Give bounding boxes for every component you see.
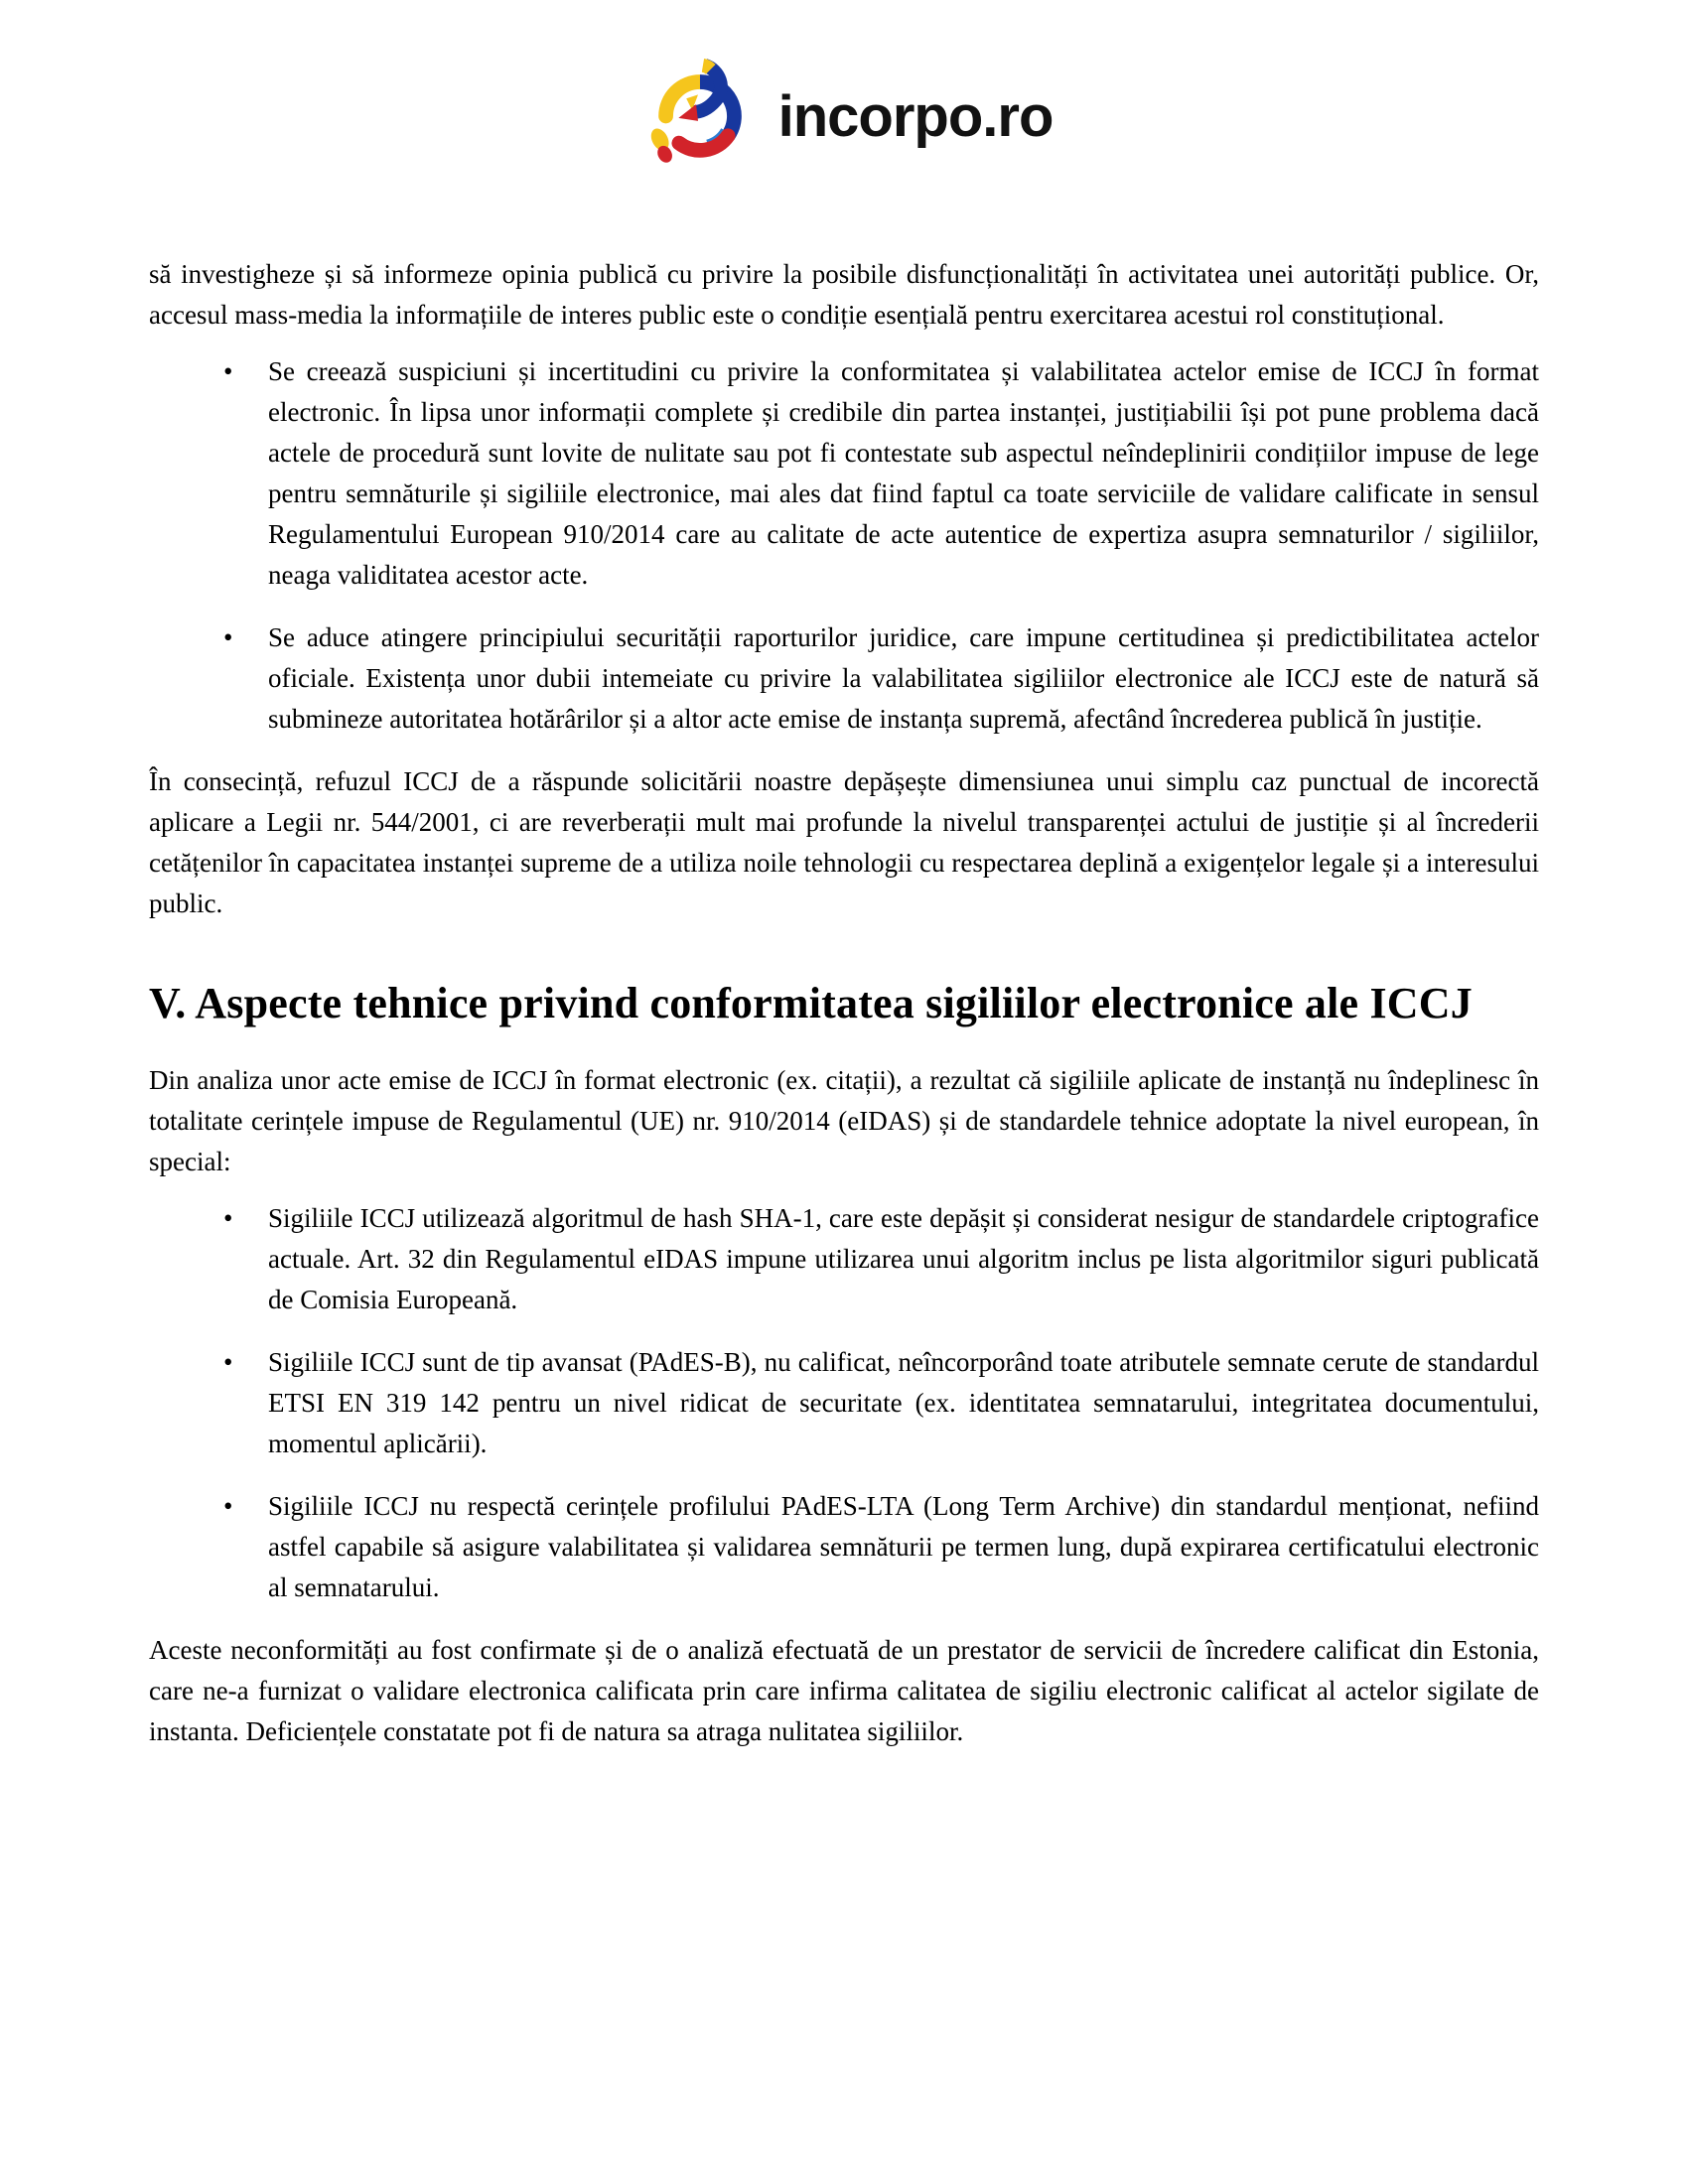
bullet-marker: • <box>223 1203 233 1233</box>
bullet-marker: • <box>223 1347 233 1377</box>
bullet-marker: • <box>223 1491 233 1521</box>
brand-wordmark: incorpo.ro <box>777 84 1054 149</box>
list-item <box>149 1342 1539 1464</box>
list-item <box>149 351 1539 596</box>
bullet-list-consequences <box>149 351 1539 740</box>
list-item-text: Sigiliile ICCJ utilizează algoritmul de hash SHA-1, care este depășit și considerat nesigur de standardele criptografice actuale. Art. 32 din Regulamentul eIDAS impune utilizarea unui algoritm inclus pe lista algoritmilor siguri publicată de Comisia Europeană. <box>268 1203 1539 1314</box>
list-item <box>149 1198 1539 1320</box>
analysis-intro-paragraph: Din analiza unor acte emise de ICCJ în format electronic (ex. citații), a rezultat că sigiliile aplicate de instanță nu îndeplinesc în totalitate cerințele impuse de Regulamentul (UE) nr. 910/2014 (eIDAS) și de standardele tehnice adoptate la nivel european, în special: <box>149 1065 1539 1176</box>
incorpo-logo-icon <box>635 56 763 173</box>
bullet-marker: • <box>223 622 233 652</box>
bullet-marker: • <box>223 356 233 386</box>
closing-paragraph: Aceste neconformități au fost confirmate și de o analiză efectuată de un prestator de servicii de încredere calificat din Estonia, care ne-a furnizat o validare electronica calificata prin care infirma calitatea de sigiliu electronic calificat al actelor sigilate de instanta. Deficiențele constatate pot fi de natura sa atraga nulitatea sigiliilor. <box>149 1635 1539 1746</box>
consequence-paragraph: În consecință, refuzul ICCJ de a răspunde solicitării noastre depășește dimensiunea unui simplu caz punctual de incorectă aplicare a Legii nr. 544/2001, ci are reverberații mult mai profunde la nivelul transparenței actului de justiție și al încrederii cetățenilor în capacitatea instanței supreme de a utiliza noile tehnologii cu respectarea deplină a exigențelor legale și a interesului public. <box>149 766 1539 918</box>
list-item-text: Sigiliile ICCJ nu respectă cerințele profilului PAdES-LTA (Long Term Archive) din standardul menționat, nefiind astfel capabile să asigure valabilitatea și validarea semnăturii pe termen lung, după expirarea certificatului electronic al semnatarului. <box>268 1491 1539 1602</box>
intro-continuation-paragraph: să investigheze și să informeze opinia publică cu privire la posibile disfuncționalități în activitatea unei autorități publice. Or, accesul mass-media la informațiile de interes public este o condiție esențială pentru exercitarea acestui rol constituțional. <box>149 259 1539 330</box>
list-item-text: Se creează suspiciuni și incertitudini cu privire la conformitatea și valabilitatea actelor emise de ICCJ în format electronic. În lipsa unor informații complete și credibile din partea instanței, justițiabilii își pot pune problema dacă actele de procedură sunt lovite de nulitate sau pot fi contestate sub aspectul neîndeplinirii condițiilor impuse de lege pentru semnăturile și sigiliile electronice, mai ales dat fiind faptul ca toate serviciile de validare calificate in sensul Regulamentului European 910/2014 care au calitate de acte autentice de expertiza asupra semnaturilor / sigiliilor, neaga validitatea acestor acte. <box>268 356 1539 590</box>
list-item-text: Sigiliile ICCJ sunt de tip avansat (PAdES-B), nu calificat, neîncorporând toate atributele semnate cerute de standardul ETSI EN 319 142 pentru un nivel ridicat de securitate (ex. identitatea semnatarului, integritatea documentului, momentul aplicării). <box>268 1347 1539 1458</box>
list-item <box>149 617 1539 740</box>
bullet-list-technical-issues <box>149 1198 1539 1608</box>
list-item-text: Se aduce atingere principiului securității raporturilor juridice, care impune certitudinea și predictibilitatea actelor oficiale. Existența unor dubii intemeiate cu privire la valabilitatea sigiliilor electronice ale ICCJ este de natură să submineze autoritatea hotărârilor și a altor acte emise de instanța supremă, afectând încrederea publică în justiție. <box>268 622 1539 734</box>
list-item <box>149 1486 1539 1608</box>
section-heading: V. Aspecte tehnice privind conformitatea sigiliilor electronice ale ICCJ <box>149 979 1473 1027</box>
brand-logo <box>149 56 1539 173</box>
document-content <box>149 254 1539 1752</box>
